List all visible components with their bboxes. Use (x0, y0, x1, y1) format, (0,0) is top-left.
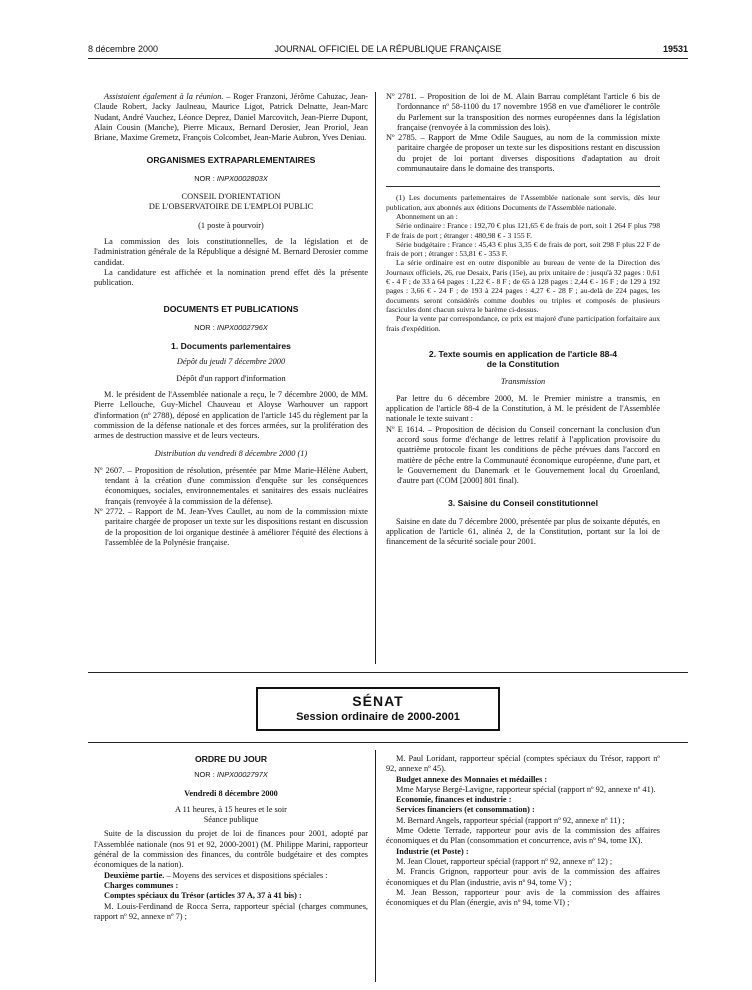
economie-finances: Economie, finances et industrie : (396, 795, 512, 805)
berge-lavigne: Mme Maryse Bergé-Lavigne, rapporteur spécial (rapport nº 92, annexe nº 41). (396, 784, 656, 794)
depot-rapport-heading: Dépôt d'un rapport d'information (176, 373, 286, 383)
council-paragraph-2: La candidature est affichée et la nomination prend effet dès la présente publication. (94, 267, 368, 288)
footnote-1: (1) Les documents parlementaires de l'Assemblée nationale sont servis, dès leur publication, aux abonnés aux éditions Documents de l'Assemblée nationale. (386, 193, 660, 212)
section3-paragraph: Saisine en date du 7 décembre 2000, présentée par plus de soixante députés, en application de l'article 61, alinéa 2, de la Constitution, portant sur la loi de financement de la sécurité sociale pour 2001. (386, 516, 660, 547)
footnote-vente: La série ordinaire est en outre disponible au bureau de vente de la Direction des Journaux officiels, 26, rue Desaix, Paris (15e), au prix unitaire de : jusqu'à 32 pages : 0,61 € - 4 F ; de 33 à 64 pages : 1,22 € - 8 F ; de 65 à 128 pages : 2,44 € - 16 F ; de 129 à 192 pages : 3,66 € - 24 F ; de 193 à 224 pages : 4,27 € - 28 F ; au-delà de 224 pages, les documents seront considérés comme doubles ou triples et composés de plusieurs fascicules dont chacun suivra le barème ci-dessus. (386, 258, 660, 314)
attendance-paragraph (94, 92, 368, 143)
section2-title-line1: 2. Texte soumis en application de l'article 88-4 (428, 348, 618, 359)
transmission-heading: Transmission (500, 377, 546, 387)
item-2607: Nº 2607. – Proposition de résolution, présentée par Mme Marie-Hélène Aubert, tendant à la création d'une commission d'enquête sur les conséquences économiques, sociales, environnementales et sanitaires des essais nucléaires français (renvoyée à la commission de la défense). (94, 465, 368, 506)
terrade: Mme Odette Terrade, rapporteur pour avis de la commission des affaires économiques et du Plan (consommation et concurrence, avis nº 94, tome IX). (386, 826, 660, 846)
depot-paragraph: M. le président de l'Assemblée nationale a reçu, le 7 décembre 2000, de MM. Pierre Lellouche, Guy-Michel Chauveau et Aloyse Warhouver un rapport d'information (nº 2788), déposé en application de l'article 145 du règlement par la commission de la défense nationale et des forces armées, sur la prolifération des armes de destruction massive et de leurs vecteurs. (94, 389, 368, 441)
item-e1614: Nº E 1614. – Proposition de décision du Conseil concernant la conclusion d'un accord sous forme d'échange de lettres relatif à l'application provisoire du quatrième protocole fixant les conditions de pêche prévues dans l'accord en matière de pêche entre la Communauté économique européenne, d'une part, et le Gouvernement du Danemark et le Gouvernement local du Groenland, d'autre part (COM [2000] 801 final). (386, 424, 660, 486)
rocca-serra: M. Louis-Ferdinand de Rocca Serra, rapporteur spécial (charges communes, rapport nº 92, annexe nº 7) ; (94, 901, 368, 921)
deuxieme-partie: Deuxième partie. – Moyens des services et dispositions spéciales : (104, 870, 328, 880)
right-column-top (386, 92, 660, 548)
nor-organismes: NOR : INPX0002803X (194, 173, 268, 183)
item-2772: Nº 2772. – Rapport de M. Jean-Yves Caullet, au nom de la commission mixte paritaire chargée de proposer un texte sur les dispositions restant en discussion de la proposition de loi organique destinée à améliorer l'équité des élections à l'assemblée de la Polynésie française. (94, 506, 368, 547)
section2-title-line2: de la Constitution (486, 359, 560, 370)
footnote-correspondance: Pour la vente par correspondance, ce prix est majoré d'une participation forfaitaire aux frais d'expédition. (386, 314, 660, 333)
comptes-speciaux: Comptes spéciaux du Trésor (articles 37 A, 37 à 41 bis) : (104, 891, 302, 901)
footnote-abonnement: Abonnement un an : (396, 211, 458, 221)
vendredi-date: Vendredi 8 décembre 2000 (184, 788, 278, 798)
besson: M. Jean Besson, rapporteur pour avis de la commission des affaires économiques et du Plan (énergie, avis nº 94, tome VI) ; (386, 887, 660, 908)
clouet: M. Jean Clouet, rapporteur spécial (rapport nº 92, annexe nº 12) ; (396, 856, 613, 866)
industrie-poste: Industrie (et Poste) : (396, 846, 469, 856)
footnote-serie-budgetaire: Série budgétaire : France : 45,43 € plus 3,35 € de frais de port, soit 298 F plus 22 F de frais de port ; étranger : 53,81 € - 353 F. (386, 239, 660, 259)
nor-ordre-du-jour: NOR : INPX0002797X (194, 770, 268, 780)
section-title-documents: DOCUMENTS ET PUBLICATIONS (163, 304, 299, 315)
senat-title: SÉNAT (352, 693, 404, 709)
header-page-number: 19531 (662, 44, 688, 54)
running-header (88, 44, 688, 58)
poste-a-pourvoir: (1 poste à pourvoir) (198, 220, 264, 230)
attendance-label: Assistaient également à la réunion. (104, 92, 224, 101)
right-column-bottom (386, 754, 660, 908)
left-column-top (94, 92, 368, 548)
section-title-organismes: ORGANISMES EXTRAPARLEMENTAIRES (146, 155, 316, 166)
council-name-line1: CONSEIL D'ORIENTATION (181, 192, 281, 202)
heures-line: A 11 heures, à 15 heures et le soir (175, 804, 287, 814)
depot-date: Dépôt du jeudi 7 décembre 2000 (176, 357, 286, 367)
subsection-documents-parlementaires: 1. Documents parlementaires (171, 341, 291, 352)
left-column-bottom (94, 754, 368, 922)
header-date: 8 décembre 2000 (88, 44, 159, 54)
nor-documents: NOR : INPX0002796X (194, 322, 268, 332)
suite-discussion: Suite de la discussion du projet de loi de finances pour 2001, adopté par l'Assemblée nationale (nos 91 et 92, 2000-2001) (M. Philippe Marini, rapporteur général de la commission des finances, du contrôle budgétaire et des comptes économiques de la nation). (94, 829, 368, 870)
section3-title: 3. Saisine du Conseil constitutionnel (448, 498, 598, 509)
column-divider-top (375, 92, 376, 664)
section2-paragraph: Par lettre du 6 décembre 2000, M. le Premier ministre a transmis, en application de l'article 88-4 de la Constitution, à M. le président de l'Assemblée nationale le texte suivant : (386, 393, 660, 424)
grignon: M. Francis Grignon, rapporteur pour avis de la commission des affaires économiques et du Plan (industrie, avis nº 94, tome V) ; (386, 867, 660, 887)
ordre-du-jour-title: ORDRE DU JOUR (194, 754, 268, 764)
distribution-date: Distribution du vendredi 8 décembre 2000 (1) (154, 449, 308, 459)
column-divider-bottom (375, 750, 376, 982)
council-paragraph-1: La commission des lois constitutionnelles, de la législation et de l'administration générale de la République a désigné M. Bernard Derosier comme candidat. (94, 236, 368, 267)
angels: M. Bernard Angels, rapporteur spécial (rapport nº 92, annexe nº 11) ; (396, 815, 625, 825)
item-2781: Nº 2781. – Proposition de loi de M. Alain Barrau complétant l'article 6 bis de l'ordonnance nº 58-1100 du 17 novembre 1958 en vue d'améliorer le contrôle du Parlement sur la transposition des normes européennes dans la législation française (renvoyée à la commission des lois). (386, 92, 660, 132)
services-financiers: Services financiers (et consommation) : (396, 805, 535, 815)
item-2785: Nº 2785. – Rapport de Mme Odile Saugues, au nom de la commission mixte paritaire chargée de proposer un texte sur les dispositions restant en discussion du projet de loi portant diverses dispositions d'adaptation au droit communautaire dans le domaine des transports. (386, 133, 660, 174)
attendance-text: – Roger Franzoni, Jérôme Cahuzac, Jean-Claude Robert, Jacky Jaulneau, Maurice Ligot, Patrick Delnatte, Jean-Marc Nudant, André Vauchez, Léonce Deprez, Daniel Marcovitch, Jean-Pierre Dupont, Alain Cousin (Manche), Pierre Micaux, Bernard Derosier, Jean Proriol, Jean Briane, Maxime Gremetz, François Colcombet, Jean-Marie Aubron, Yves Deniau. (94, 92, 368, 143)
charges-communes: Charges communes : (104, 880, 179, 890)
seance-publique: Séance publique (203, 815, 259, 825)
footnote-serie-ordinaire: Série ordinaire : France : 192,70 € plus 121,65 € de frais de port, soit 1 264 F plus 798 F de frais de port ; étranger : 480,98 € - 3 155 F. (386, 221, 660, 240)
footnote-block (386, 193, 660, 332)
senat-session: Session ordinaire de 2000-2001 (296, 711, 460, 723)
council-name-line2: DE L'OBSERVATOIRE DE L'EMPLOI PUBLIC (148, 202, 314, 212)
senat-top-rule (88, 672, 688, 673)
header-journal-title: JOURNAL OFFICIEL DE LA RÉPUBLIQUE FRANÇAISE (274, 44, 502, 54)
loridant: M. Paul Loridant, rapporteur spécial (comptes spéciaux du Trésor, rapport nº 92, annexe nº 45). (386, 754, 660, 774)
header-rule (88, 58, 688, 59)
senat-banner (256, 687, 500, 731)
budget-annexe: Budget annexe des Monnaies et médailles : (396, 774, 548, 784)
senat-bottom-rule (88, 742, 688, 743)
